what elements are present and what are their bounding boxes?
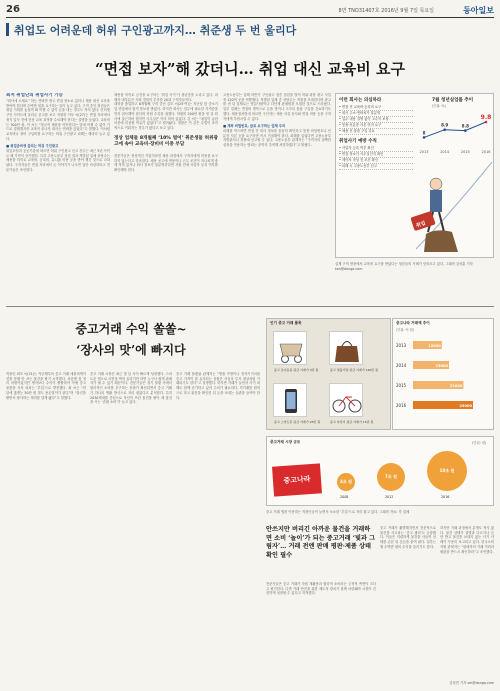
article2-headline-line2: ‘장사의 맛’에 빠지다: [76, 343, 186, 357]
article3-col2-text: 하지만 거래 과정에서 분쟁도 적지 않다. 물건 상태가 설명과 다르거나 돈만 받고 물건을 보내지 않는 사기 사례가 꾸준히 보고되고 있다. 한국소비자원 관계자는 “판매자의 거래 이력과 평판을 반드시 확인하라”고 조언했다.: [440, 526, 494, 554]
data-label: 9.8: [480, 114, 492, 121]
article2-headline: [6, 320, 256, 358]
x-tick-label: 2015: [460, 150, 470, 154]
list1-item: • 통장·신분증 사본 먼저 요구: [339, 123, 413, 129]
article1-col2: [114, 93, 218, 305]
bubble-2008: 4조 원: [337, 473, 355, 491]
data-label: 8.8: [461, 123, 469, 129]
trade-volume-title: 중고나라 거래액 추이: [396, 321, 430, 325]
bar-year-label: 2015: [396, 383, 407, 388]
bar-year-label: 2016: [396, 403, 407, 408]
bar-value-label: 15000: [435, 364, 448, 368]
list2-item: • 계약서 작성 전 조건 확인: [339, 158, 413, 164]
article1-col1: [6, 93, 110, 305]
bar-value-label: 25000: [459, 404, 472, 408]
caption-2: 중고 거래 앱을 이용하는 직장인들이 늘면서 소소한 ‘부업’으로 자리 잡고 있다. 그래픽 자료: 각 업체: [266, 510, 410, 514]
bicycle-icon: [330, 384, 364, 418]
article1-col3b-text: 피해를 막으려면 면접 전 회사 정보를 꼼꼼히 확인하고 통장 비밀번호나 신분증 사본 등을 요구하면 즉시 거절해야 한다. 피해를 입었다면 고용노동부 지방관서나 경찰에 신고할 수 있다. 고용노동부 관계자는 “구직자의 절박한 심정을 악용하는 범죄는 끝까지 추적해 처벌하겠다”고 밝혔다.: [223, 128, 331, 148]
section-banner: [6, 21, 494, 39]
bubble-2012: 7조 원: [377, 463, 405, 491]
item-luxury-bag: [329, 331, 379, 373]
data-point: [464, 129, 467, 132]
data-label: 8.9: [441, 122, 449, 128]
x-tick-label: 2013: [419, 150, 429, 154]
list2: [339, 146, 413, 170]
masthead: [6, 4, 494, 18]
item-bicycle: [329, 383, 374, 425]
chart-unit: (단위: %): [432, 104, 446, 108]
trade-volume-unit: (단위: 억 원): [396, 328, 414, 332]
article3-col3: [266, 582, 376, 676]
person-body: [430, 190, 442, 212]
article1-col2-sub: 정상 업체들 8개월째 ‘10% 벌어’ 취준생들 허위광고에 속아 교육비·장비비 이중 부담: [114, 135, 218, 148]
bar-value-label: 21000: [449, 384, 463, 388]
article1-sub-col1: 최저 취업난의 취업사기 기승: [6, 93, 63, 98]
article2-col3: [176, 372, 260, 672]
article3-col1: [380, 526, 436, 676]
data-point: [443, 128, 446, 131]
article3-headline: 안쓰지만 버리긴 아까운 물건을 거래하면 소비 ‘놀이’가 되는 중고거래 ‘빛과 그림자’… 거래 전엔 판매 평판·제품 상태 확인 필수: [266, 526, 376, 559]
article3-col3-text: 전문가들은 중고 거래가 자원 재활용과 합리적 소비라는 긍정적 측면이 크다고 평가한다. 다만 거래 안전을 위한 제도적 장치가 함께 마련돼야 시장이 건전하게 성장할 수 있다고 지적했다.: [266, 582, 376, 596]
byline: 김성민 기자 sm@donga.com: [449, 681, 494, 685]
market-size-box: [266, 436, 494, 506]
article3-col1-text: 중고 거래가 활발해지면서 전문적으로 물건을 사고파는 ‘중고 셀러’도 등장했다. 이들은 저렴하게 물건을 사들여 상태를 손본 뒤 웃돈을 붙여 판다. 일부는 월 수백만 원의 수익을 올리기도 한다.: [380, 526, 436, 549]
section-banner-text: 취업도 어려운데 허위 구인광고까지… 취준생 두 번 울리다: [14, 24, 297, 37]
person-head: [430, 178, 442, 190]
caption-1: 실제 구직 현장에서 교육비 요구를 받았다는 청년들의 사례가 잇따르고 있다. 그래픽 김성훈 기자 ksh@donga.com: [335, 262, 473, 271]
year-2012: 2012: [385, 495, 394, 499]
bar-value-label: 12000: [428, 344, 441, 348]
list1-item: • 회사 주소·연락처가 불분명: [339, 111, 413, 117]
smartphone-icon: [274, 384, 308, 418]
job-seeker-illustration: [406, 154, 494, 256]
person-leg-right: [439, 212, 444, 232]
series-line: [424, 122, 486, 137]
article1-col2b-text: 전문가들은 정상적인 기업이라면 채용 과정에서 구직자에게 비용을 요구하지 않는다고 강조한다. 채용 공고에 연봉이나 근무 조건이 지나치게 좋게 적혀 있거나 회사 정보가 불분명하다면 지원 전에 사업자 등록 여부를 확인해야 한다.: [114, 153, 218, 172]
popular-items-box: [266, 318, 391, 430]
section-divider: [6, 306, 494, 307]
article1-col1-text: “회사에 오세요” 하는 연락만 받고 면접 장소로 갔더니 채용 대신 교육을 받아야 한다며 수백만 원을 요구하는 일이 늘고 있다. 구직 중인 청년들은 취업 기회를 놓칠까 봐 어쩔 수 없이 돈을 내는 경우도 적지 않다. 인터넷 구인 사이트에 올라온 공고를 보고 지원한 이모 씨(27)는 면접 자리에서 정식 입사 전에 전문 교육 과정을 수료해야 한다는 설명을 들었다. 교육비는 300만 원. 이 씨는 “정규직 채용을 약속한다는 말에 어쩔 수 없이 카드로 결제했지만 교육이 끝나자 회사는 연락을 끊었다”고 말했다. 이처럼 교육비나 장비 구입비를 요구하는 허위 구인광고 피해는 해마다 늘고 있다.: [6, 99, 110, 141]
infographic-1: [335, 93, 494, 258]
item-label: 중고 유아용품 평균 거래가 3만 원: [274, 368, 319, 373]
article2-col1: [6, 372, 86, 672]
data-point: [423, 136, 426, 139]
bar-year-label: 2014: [396, 363, 407, 368]
hook-bait: [424, 230, 458, 252]
article1-col3-sub: ■ 계좌 비밀번호, 급료 요구하는 업체 주의: [223, 124, 286, 129]
article2-col2: [90, 372, 172, 672]
chart-title: 7월 청년실업률 추이: [432, 98, 474, 103]
article1-col3: [223, 93, 331, 305]
article2-col3-text: 중고 거래 플랫폼 관계자는 “명품 가방이나 전자기기처럼 중고 가격이 잘 유지되는 상품은 사실상 투자 대상처럼 거래되기도 한다”고 설명했다. 하지만 거래가 늘면서 사기 피해도 함께 증가하고 있어 주의가 필요하다. 직거래를 원칙으로 하고 물건을 확인한 뒤 돈을 보내는 습관을 들여야 한다.: [176, 372, 260, 400]
article3-col2: [440, 526, 494, 676]
article1-col2-text: 대학을 졸업하고 6개월째 구직 중인 김모 씨(25·여)는 지난달 한 중소기업 면접에서 합격 통보를 받았다. 하지만 회사는 업무에 필요한 자격증을 먼저 취득해야 한다며 학원 수강을 권했다. 학원비 200만 원을 낸 뒤 회사에 출근하려 했지만 사무실은 이미 비어 있었다. 김 씨는 “취업이 급한 마음에 의심할 여유가 없었다”고 털어놨다. 경찰은 이 같은 수법이 조직적으로 이뤄지는 경우가 많다고 보고 있다.: [114, 102, 218, 130]
job-sign-label: 취업: [415, 220, 427, 230]
market-size-title: 중고거래 시장 규모: [270, 440, 301, 444]
market-size-unit: (단위: 원): [472, 441, 487, 445]
list1-item: • 업무 내용 설명 없이 고수익 보장: [339, 117, 413, 123]
list2-item: • 면접 장소가 사무실인지 확인: [339, 152, 413, 158]
list1: [339, 105, 413, 135]
bar-year-label: 2013: [396, 343, 407, 348]
brand-stamp: 중고나라: [272, 463, 322, 496]
data-point: [485, 121, 488, 124]
list1-title: 이런 회사는 의심하라: [339, 98, 382, 103]
article2-col2-text: 중고 거래 시장은 최근 몇 년 사이 빠르게 성장했다. 스마트폰 앱으로 사진을 찍어 올리기만 하면 누구나 쉽게 판매자가 될 수 있기 때문이다. 전문가들은 경기 불황 속에서 합리적인 소비를 추구하는 문화가 확산되면서 중고 거래가 하나의 생활 방식으로 자리 잡았다고 분석한다. 특히 2030세대를 중심으로 자신이 쓰던 물건을 팔아 새 물건을 사는 ‘순환 소비’가 늘고 있다.: [90, 372, 172, 405]
year-2016: 2016: [441, 495, 450, 499]
item-label: 중고 스마트폰 평균 거래가 25만 원: [274, 420, 321, 425]
list2-title: 취업사기 예방 수칙: [339, 139, 377, 144]
item-baby-goods: [273, 331, 319, 373]
article1-col2-lead: 채용을 미끼로 금전을 요구하는 ‘취업 사기’가 청년층을 노리고 있다. 피해자 대부분은 사회 경험이 부족한 20대 구직자들이다.: [114, 93, 218, 102]
article2-col1-text: 직장인 최모 씨(31)는 지난해부터 중고 거래 애플리케이션을 통해 안 쓰는 물건을 팔기 시작했다. 처음엔 집 정리 차원이었지만 생각보다 수익이 쏠쏠하자 아예 중고 물품을 사서 되파는 ‘부업’으로 발전했다. 최 씨는 “한 달에 많게는 50만 원 정도 용돈벌이가 된다”며 “물건을 팔면서 장사하는 재미를 알게 됐다”고 말했다.: [6, 372, 86, 400]
list2-item: • 사업자 등록 여부 확인: [339, 146, 413, 152]
item-label: 중고 명품가방 평균 거래가 120만 원: [330, 368, 379, 373]
item-label: 중고 자전거 평균 거래가 15만 원: [330, 420, 374, 425]
item-smartphone: [273, 383, 321, 425]
trade-volume-bars: [393, 333, 495, 429]
list1-item: • 면접 전 교육비·등록비 요구: [339, 105, 413, 111]
unemployment-line-chart: [418, 104, 492, 154]
issue-meta: 8면 TNO31407호 2016년 9월 7일 목요일: [338, 8, 434, 14]
list1-item: • 채용 전 물품 구입 강요: [339, 129, 413, 135]
page-number: 26: [6, 4, 20, 15]
article2-headline-line1: 중고거래 수익 쏠쏠~: [75, 322, 187, 336]
x-tick-label: 2016: [481, 150, 491, 154]
year-2008: 2008: [340, 495, 349, 499]
stroller-icon: [274, 332, 308, 366]
list2-item: • 피해 시 고용노동부 신고: [339, 164, 413, 170]
article1-headline: “면접 보자”해 갔더니… 취업 대신 교육비 요구: [95, 60, 405, 78]
popular-items-title: 인기 중고 거래 품목: [270, 321, 302, 325]
article1-col1b-text: 취업포털과 공공기관에 따르면 허위 구인광고 신고 건수는 최근 3년 사이 두 배 가까이 증가했다. 특히 고용노동부 점검 결과 적발된 업체 상당수는 채용을 미끼로 교육비, 등록비, 유니폼 비용 등을 받아 챙긴 것으로 나타났다. 구직자들은 면접 자리에서 돈 이야기가 나오면 일단 의심하라고 전문가들은 조언한다.: [6, 149, 110, 172]
data-label: 8: [422, 130, 426, 136]
banner-bar: [6, 23, 9, 36]
x-tick-label: 2014: [440, 150, 450, 154]
handbag-icon: [330, 332, 364, 366]
article1-sub-col1b: ■ 취업준비생 울리는 허위 구인광고: [6, 144, 59, 149]
newspaper-brand: 동아일보: [463, 5, 494, 15]
article1-col3-text: 고용노동부는 올해 하반기 구인광고 집중 점검을 벌여 허위·과장 광고 사업장 120여 곳을 적발했다. 적발된 업체 중 상당수는 직원을 모집한다며 광고를 낸 뒤 실제로는 영업사원이나 다단계 판매원을 모집한 것으로 드러났다. 일부 업체는 면접비 명목으로 돈을 받거나 고가의 물품 구입을 강요하기도 했다. 채용절차법에 따르면 구인자는 채용 서류 심사와 면접 비용 등을 구직자에게 부담시킬 수 없다.: [223, 93, 331, 121]
trade-volume-chart: [392, 318, 494, 430]
bubble-2016: 10조 원: [427, 451, 467, 491]
